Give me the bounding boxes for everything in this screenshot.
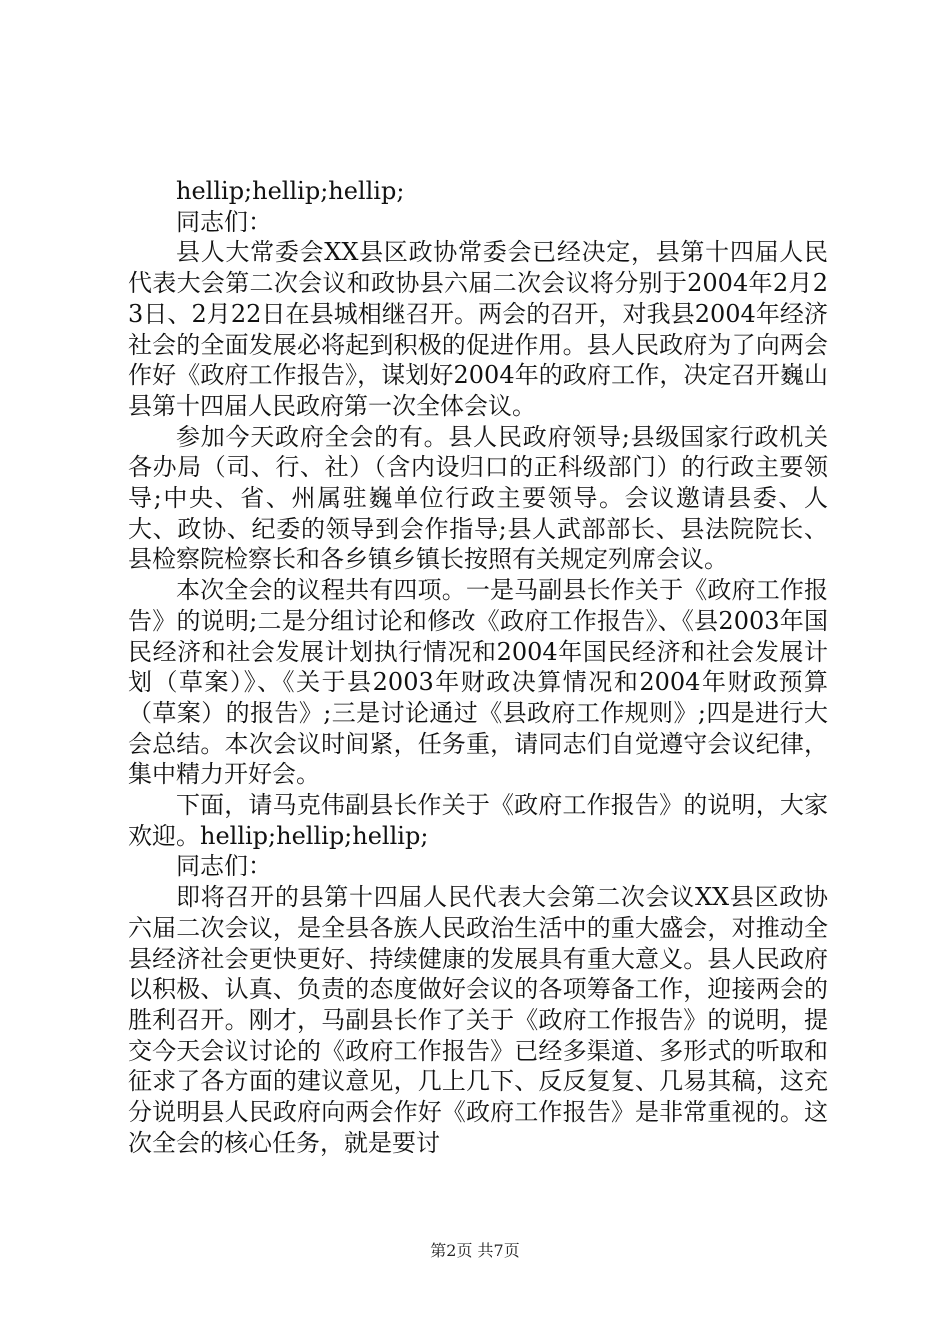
paragraph: 参加今天政府全会的有。县人民政府领导;县级国家行政机关各办局（司、行、社）（含内设归口的正科级部门）的行政主要领导;中央、省、州属驻巍单位行政主要领导。会议邀请县委、人大、政协、纪委的领导到会作指导;县人武部部长、县法院院长、县检察院检察长和各乡镇乡镇长按照有关规定列席会议。: [128, 422, 828, 574]
paragraph: 下面，请马克伟副县长作关于《政府工作报告》的说明，大家欢迎。hellip;hellip;hellip;: [128, 791, 828, 850]
paragraph: 即将召开的县第十四届人民代表大会第二次会议XX县区政协六届二次会议，是全县各族人民政治生活中的重大盛会，对推动全县经济社会更快更好、持续健康的发展具有重大意义。县人民政府以积极、认真、负责的态度做好会议的各项筹备工作，迎接两会的胜利召开。刚才，马副县长作了关于《政府工作报告》的说明，提交今天会议讨论的《政府工作报告》已经多渠道、多形式的听取和征求了各方面的建议意见，几上几下、反反复复、几易其稿，这充分说明县人民政府向两会作好《政府工作报告》是非常重视的。这次全会的核心任务，就是要讨: [128, 883, 828, 1157]
paragraph: 同志们：: [176, 852, 272, 881]
page-footer: 第2页 共7页: [430, 1241, 520, 1260]
paragraph: 本次全会的议程共有四项。一是马副县长作关于《政府工作报告》的说明;二是分组讨论和修改《政府工作报告》、《县2003年国民经济和社会发展计划执行情况和2004年国民经济和社会发展计划（草案）》、《关于县2003年财政决算情况和2004年财政预算（草案）的报告》;三是讨论通过《县政府工作规则》;四是进行大会总结。本次会议时间紧，任务重，请同志们自觉遵守会议纪律，集中精力开好会。: [128, 576, 828, 789]
paragraph: hellip;hellip;hellip;: [176, 177, 405, 205]
paragraph: 同志们：: [176, 207, 272, 236]
paragraph: 县人大常委会XX县区政协常委会已经决定，县第十四届人民代表大会第二次会议和政协县六届二次会议将分别于2004年2月23日、2月22日在县城相继召开。两会的召开，对我县2004年经济社会的全面发展必将起到积极的促进作用。县人民政府为了向两会作好《政府工作报告》，谋划好2004年的政府工作，决定召开巍山县第十四届人民政府第一次全体会议。: [128, 238, 828, 420]
document-body: [128, 176, 828, 1159]
